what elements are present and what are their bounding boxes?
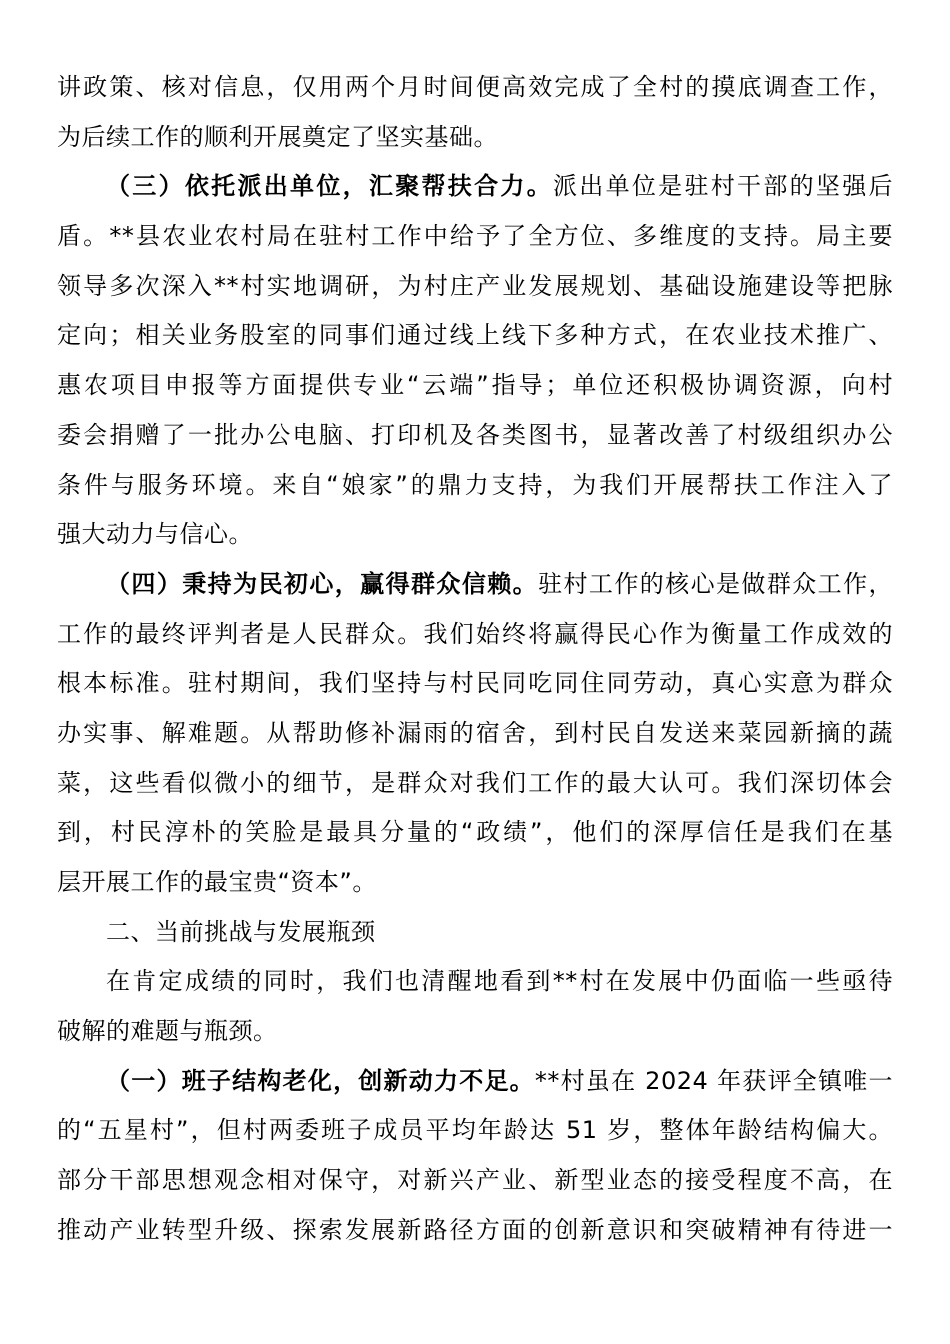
text-run: 为后续工作的顺利开展奠定了坚实基础。: [57, 122, 498, 151]
text-run: 根本标准。驻村期间，我们坚持与村民同吃同住同劳动，真心实意为群众: [57, 669, 893, 698]
text-run: 派出单位是驻村干部的坚强后: [552, 172, 893, 201]
text-line-1: [57, 63, 893, 113]
text-run-bold: （四）秉持为民初心，赢得群众信赖。: [106, 569, 539, 598]
text-run: 的“五星村”，但村两委班子成员平均年龄达 51 岁，整体年龄结构偏大。: [57, 1116, 893, 1145]
text-run: 讲政策、核对信息，仅用两个月时间便高效完成了全村的摸底调查工作，: [57, 73, 893, 101]
text-run: 推动产业转型升级、探索发展新路径方面的创新意识和突破精神有待进一: [57, 1215, 893, 1244]
text-line-14: [57, 709, 893, 759]
text-run: 委会捐赠了一批办公电脑、打印机及各类图书，显著改善了村级组织办公: [57, 420, 893, 449]
text-run: 层开展工作的最宝贵“资本”。: [57, 868, 377, 896]
text-run: 驻村工作的核心是做群众工作，: [538, 569, 893, 598]
text-run-bold: （一）班子结构老化，创新动力不足。: [106, 1066, 535, 1095]
text-run: 到，村民淳朴的笑脸是最具分量的“政绩”，他们的深厚信任是我们在基: [57, 818, 893, 847]
text-line-6: [57, 311, 893, 361]
text-line-2: [57, 113, 893, 163]
text-run: 强大动力与信心。: [57, 520, 253, 549]
text-line-11: [57, 560, 893, 610]
text-run: 部分干部思想观念相对保守，对新兴产业、新型业态的接受程度不高，在: [57, 1166, 893, 1195]
text-line-4: [57, 212, 893, 262]
document-body: [57, 63, 893, 1256]
text-line-9: [57, 461, 893, 511]
text-run: 定向；相关业务股室的同事们通过线上线下多种方式，在农业技术推广、: [57, 321, 893, 350]
text-line-18: [57, 908, 893, 958]
text-run: 领导多次深入**村实地调研，为村庄产业发展规划、基础设施建设等把脉: [57, 271, 893, 300]
text-line-15: [57, 759, 893, 809]
text-line-21: [57, 1057, 893, 1107]
text-line-12: [57, 610, 893, 660]
text-line-8: [57, 411, 893, 461]
text-run: 破解的难题与瓶颈。: [57, 1017, 278, 1046]
text-line-3: [57, 162, 893, 212]
text-run: 工作的最终评判者是人民群众。我们始终将赢得民心作为衡量工作成效的: [57, 619, 893, 648]
text-run: 盾。**县农业农村局在驻村工作中给予了全方位、多维度的支持。局主要: [57, 222, 893, 251]
text-run: 在肯定成绩的同时，我们也清醒地看到**村在发展中仍面临一些亟待: [106, 967, 893, 996]
text-line-24: [57, 1206, 893, 1256]
text-line-7: [57, 361, 893, 411]
text-run: 条件与服务环境。来自“娘家”的鼎力支持，为我们开展帮扶工作注入了: [57, 470, 893, 499]
text-line-23: [57, 1156, 893, 1206]
text-line-17: [57, 858, 893, 908]
text-line-19: [57, 957, 893, 1007]
text-run: 办实事、解难题。从帮助修补漏雨的宿舍，到村民自发送来菜园新摘的蔬: [57, 718, 893, 747]
text-line-10: [57, 510, 893, 560]
text-run: 惠农项目申报等方面提供专业“云端”指导；单位还积极协调资源，向村: [57, 371, 893, 400]
text-run-bold: （三）依托派出单位，汇聚帮扶合力。: [106, 172, 553, 201]
text-line-13: [57, 659, 893, 709]
text-run: 二、当前挑战与发展瓶颈: [106, 917, 376, 946]
text-run: **村虽在 2024 年获评全镇唯一: [534, 1066, 893, 1095]
text-line-22: [57, 1106, 893, 1156]
text-run: 菜，这些看似微小的细节，是群众对我们工作的最大认可。我们深切体会: [57, 768, 893, 797]
text-line-20: [57, 1007, 893, 1057]
text-line-5: [57, 262, 893, 312]
text-line-16: [57, 808, 893, 858]
